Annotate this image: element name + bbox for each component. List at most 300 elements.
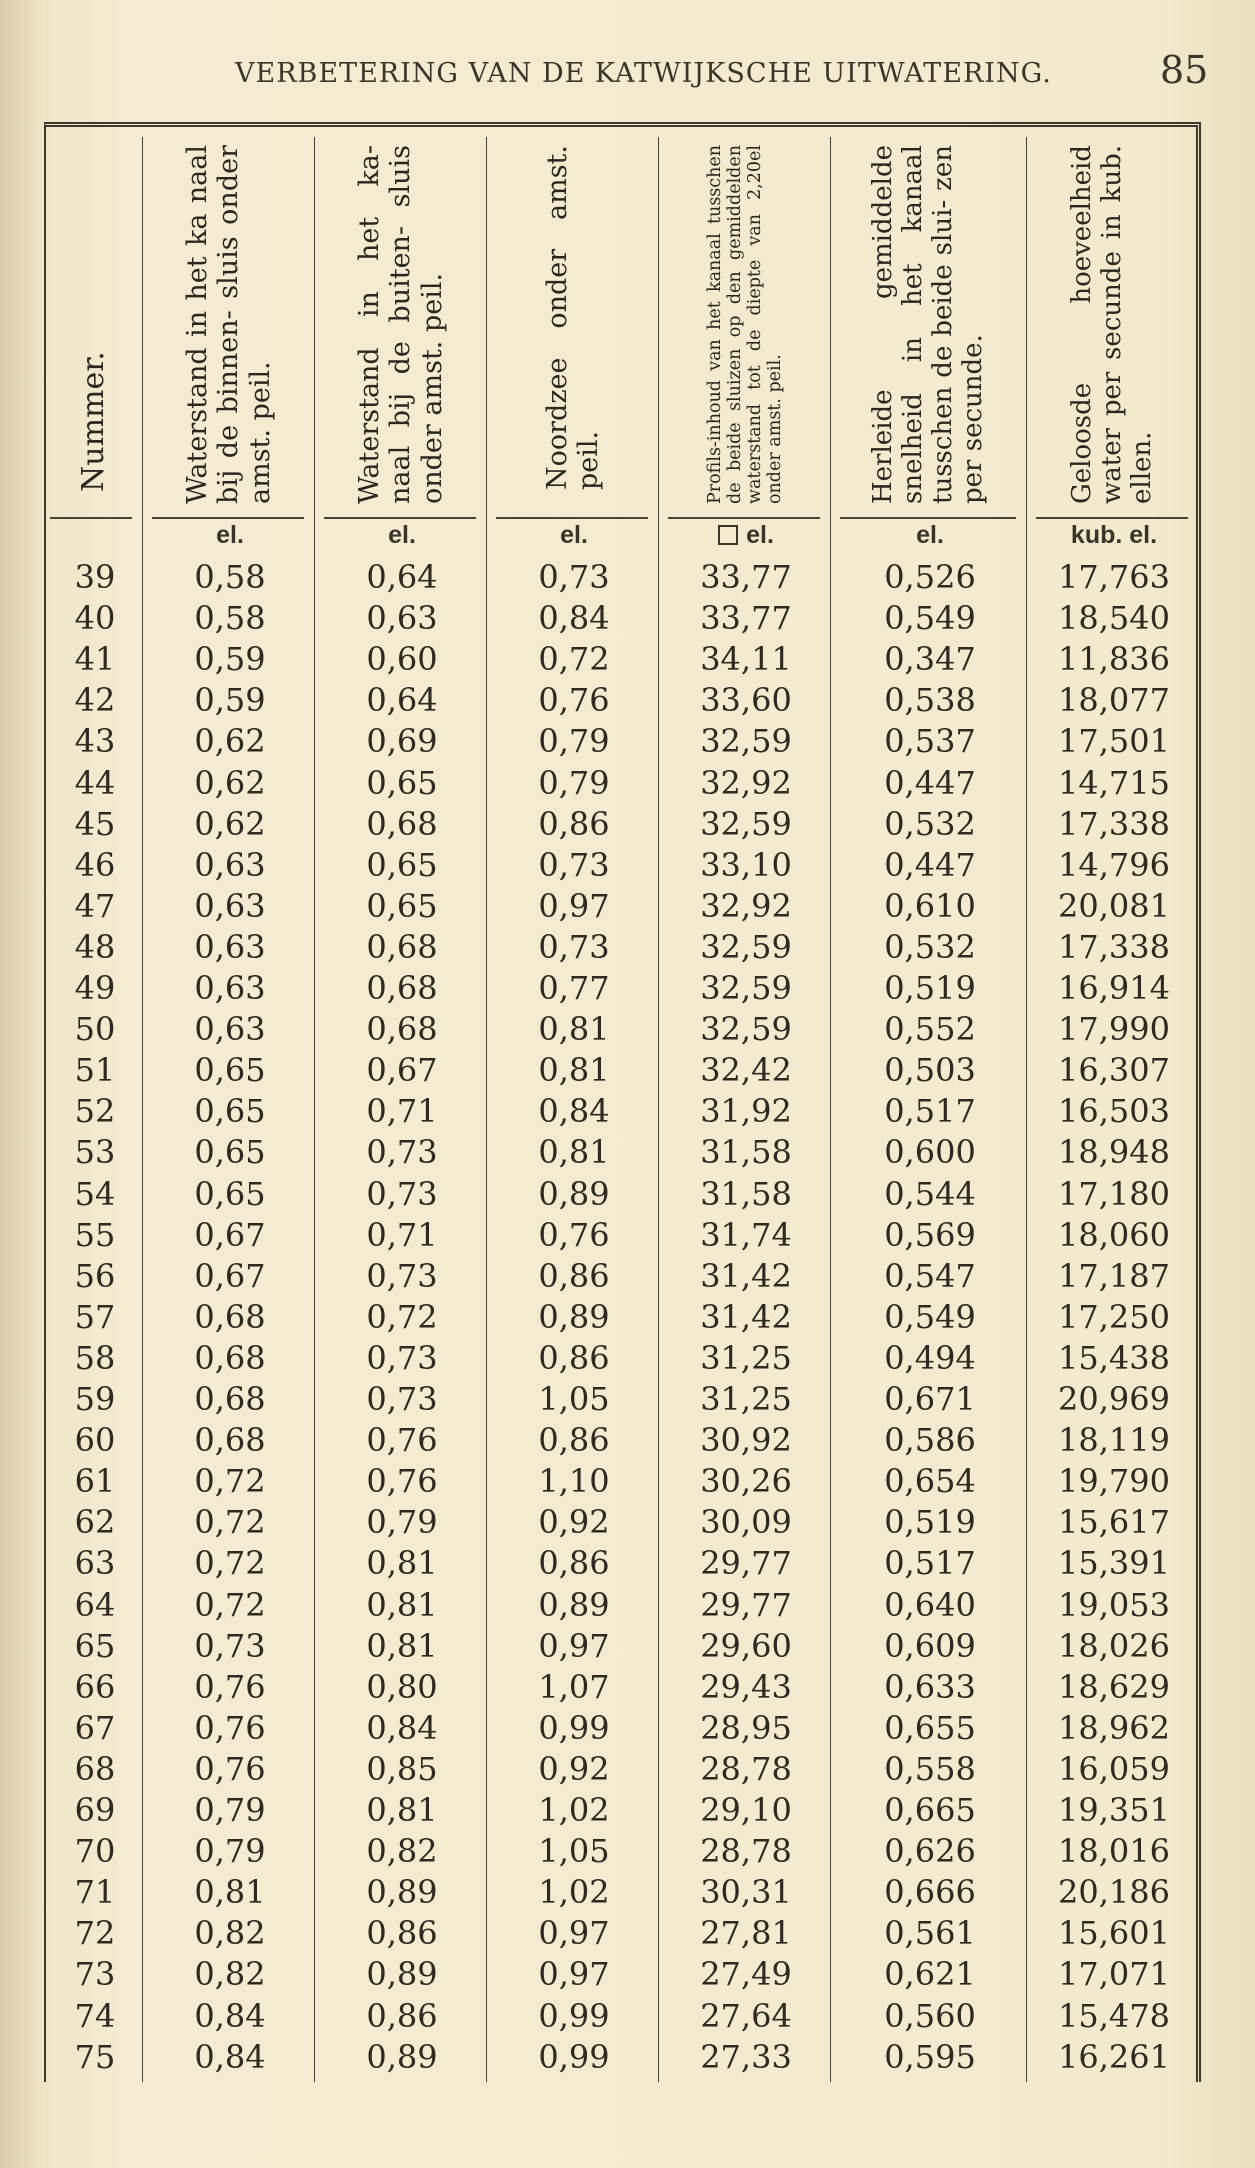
cell-profile-content: 29,43 bbox=[700, 1667, 792, 1706]
cell-profile-content: 33,77 bbox=[700, 599, 792, 638]
cell-outer-lock-level: 0,72 bbox=[366, 1297, 438, 1336]
cell-north-sea-level: 0,81 bbox=[538, 1051, 610, 1090]
cell-row-number: 63 bbox=[74, 1544, 116, 1583]
cell-outer-lock-level: 0,76 bbox=[366, 1421, 438, 1460]
cell-profile-content: 27,64 bbox=[700, 1996, 792, 2035]
cell-inner-lock-level: 0,76 bbox=[194, 1749, 266, 1788]
cell-north-sea-level: 0,86 bbox=[538, 1544, 610, 1583]
cell-inner-lock-level: 0,72 bbox=[194, 1544, 266, 1583]
cell-discharge: 17,763 bbox=[1058, 558, 1170, 596]
cell-discharge: 20,186 bbox=[1058, 1873, 1170, 1912]
column-header-profile-content bbox=[660, 137, 830, 512]
cell-north-sea-level: 0,86 bbox=[538, 1256, 610, 1295]
cell-outer-lock-level: 0,73 bbox=[366, 1380, 438, 1418]
unit-label: el. bbox=[746, 521, 774, 549]
table-row bbox=[46, 639, 1203, 680]
cell-outer-lock-level: 0,89 bbox=[366, 2037, 438, 2076]
cell-mean-velocity: 0,558 bbox=[884, 1749, 976, 1788]
column-header-inner-lock-level bbox=[144, 137, 314, 512]
cell-mean-velocity: 0,347 bbox=[884, 640, 976, 679]
table-row bbox=[46, 1749, 1203, 1790]
column-header-mean-velocity bbox=[832, 137, 1026, 512]
table-row bbox=[46, 763, 1203, 804]
cell-discharge: 18,948 bbox=[1058, 1133, 1170, 1172]
cell-mean-velocity: 0,549 bbox=[884, 1297, 976, 1336]
cell-outer-lock-level: 0,82 bbox=[366, 1832, 438, 1871]
cell-outer-lock-level: 0,68 bbox=[366, 804, 438, 843]
cell-profile-content: 29,77 bbox=[700, 1585, 792, 1624]
cell-discharge: 15,601 bbox=[1058, 1914, 1170, 1953]
cell-mean-velocity: 0,552 bbox=[884, 1010, 976, 1049]
cell-mean-velocity: 0,609 bbox=[884, 1626, 976, 1665]
table-row bbox=[46, 1543, 1203, 1584]
cell-row-number: 48 bbox=[74, 927, 116, 966]
cell-row-number: 46 bbox=[74, 845, 116, 884]
cell-inner-lock-level: 0,67 bbox=[194, 1215, 266, 1254]
cell-row-number: 65 bbox=[74, 1626, 116, 1665]
page-number: 85 bbox=[1160, 48, 1209, 92]
cell-inner-lock-level: 0,73 bbox=[194, 1626, 266, 1665]
cell-inner-lock-level: 0,62 bbox=[194, 722, 266, 761]
table-row bbox=[46, 1215, 1203, 1256]
cell-inner-lock-level: 0,65 bbox=[194, 1092, 266, 1131]
cell-outer-lock-level: 0,89 bbox=[366, 1873, 438, 1912]
cell-profile-content: 28,78 bbox=[700, 1749, 792, 1788]
cell-discharge: 11,836 bbox=[1058, 640, 1170, 679]
table-row bbox=[46, 1132, 1203, 1173]
cell-outer-lock-level: 0,79 bbox=[366, 1503, 438, 1542]
cell-discharge: 17,071 bbox=[1058, 1955, 1170, 1994]
table-row bbox=[46, 557, 1203, 598]
table-row bbox=[46, 1502, 1203, 1543]
cell-mean-velocity: 0,519 bbox=[884, 969, 976, 1007]
cell-profile-content: 29,77 bbox=[700, 1544, 792, 1583]
cell-row-number: 40 bbox=[74, 599, 116, 638]
cell-outer-lock-level: 0,73 bbox=[366, 1338, 438, 1377]
table-row bbox=[46, 1913, 1203, 1954]
cell-mean-velocity: 0,447 bbox=[884, 845, 976, 884]
cell-north-sea-level: 0,84 bbox=[538, 1092, 610, 1131]
cell-discharge: 18,629 bbox=[1058, 1667, 1170, 1706]
unit-label: el. bbox=[388, 521, 416, 549]
cell-row-number: 60 bbox=[74, 1421, 116, 1460]
cell-mean-velocity: 0,549 bbox=[884, 599, 976, 638]
cell-outer-lock-level: 0,68 bbox=[366, 969, 438, 1007]
cell-inner-lock-level: 0,62 bbox=[194, 804, 266, 843]
cell-mean-velocity: 0,517 bbox=[884, 1544, 976, 1583]
cell-discharge: 16,307 bbox=[1058, 1051, 1170, 1090]
table-row bbox=[46, 1667, 1203, 1708]
cell-inner-lock-level: 0,76 bbox=[194, 1708, 266, 1747]
cell-row-number: 51 bbox=[74, 1051, 116, 1090]
cell-outer-lock-level: 0,86 bbox=[366, 1914, 438, 1953]
cell-inner-lock-level: 0,67 bbox=[194, 1256, 266, 1295]
cell-mean-velocity: 0,503 bbox=[884, 1051, 976, 1090]
cell-mean-velocity: 0,633 bbox=[884, 1667, 976, 1706]
cell-outer-lock-level: 0,81 bbox=[366, 1791, 438, 1829]
cell-north-sea-level: 0,99 bbox=[538, 1708, 610, 1747]
cell-profile-content: 32,59 bbox=[700, 804, 792, 843]
cell-outer-lock-level: 0,81 bbox=[366, 1544, 438, 1583]
cell-inner-lock-level: 0,79 bbox=[194, 1791, 266, 1829]
cell-north-sea-level: 0,86 bbox=[538, 1421, 610, 1460]
cell-row-number: 66 bbox=[74, 1667, 116, 1706]
cell-inner-lock-level: 0,68 bbox=[194, 1380, 266, 1418]
cell-discharge: 16,059 bbox=[1058, 1749, 1170, 1788]
cell-outer-lock-level: 0,85 bbox=[366, 1749, 438, 1788]
cell-discharge: 17,338 bbox=[1058, 927, 1170, 966]
cell-discharge: 17,250 bbox=[1058, 1297, 1170, 1336]
cell-profile-content: 27,81 bbox=[700, 1914, 792, 1953]
cell-mean-velocity: 0,561 bbox=[884, 1914, 976, 1953]
cell-north-sea-level: 0,77 bbox=[538, 969, 610, 1007]
table-row bbox=[46, 1831, 1203, 1872]
cell-north-sea-level: 0,97 bbox=[538, 886, 610, 925]
cell-inner-lock-level: 0,79 bbox=[194, 1832, 266, 1871]
cell-inner-lock-level: 0,72 bbox=[194, 1462, 266, 1501]
cell-row-number: 43 bbox=[74, 722, 116, 761]
cell-inner-lock-level: 0,72 bbox=[194, 1585, 266, 1624]
cell-inner-lock-level: 0,58 bbox=[194, 599, 266, 638]
table-row bbox=[46, 1297, 1203, 1338]
cell-discharge: 17,501 bbox=[1058, 722, 1170, 761]
cell-profile-content: 32,59 bbox=[700, 722, 792, 761]
table-row bbox=[46, 598, 1203, 639]
cell-mean-velocity: 0,655 bbox=[884, 1708, 976, 1747]
cell-row-number: 69 bbox=[74, 1791, 116, 1829]
cell-row-number: 64 bbox=[74, 1585, 116, 1624]
cell-north-sea-level: 1,10 bbox=[538, 1462, 610, 1501]
table-row bbox=[46, 804, 1203, 845]
cell-inner-lock-level: 0,72 bbox=[194, 1503, 266, 1542]
cell-inner-lock-level: 0,81 bbox=[194, 1873, 266, 1912]
unit-label: kub. el. bbox=[1070, 521, 1158, 549]
cell-inner-lock-level: 0,58 bbox=[194, 558, 266, 596]
cell-discharge: 16,914 bbox=[1058, 969, 1170, 1007]
cell-outer-lock-level: 0,86 bbox=[366, 1996, 438, 2035]
table-row bbox=[46, 927, 1203, 968]
table-row bbox=[46, 1872, 1203, 1913]
cell-row-number: 55 bbox=[74, 1215, 116, 1254]
cell-outer-lock-level: 0,65 bbox=[366, 845, 438, 884]
cell-mean-velocity: 0,666 bbox=[884, 1873, 976, 1912]
cell-north-sea-level: 0,97 bbox=[538, 1914, 610, 1953]
cell-mean-velocity: 0,600 bbox=[884, 1133, 976, 1172]
cell-outer-lock-level: 0,73 bbox=[366, 1133, 438, 1172]
cell-north-sea-level: 1,02 bbox=[538, 1791, 610, 1829]
cell-outer-lock-level: 0,65 bbox=[366, 886, 438, 925]
cell-north-sea-level: 0,92 bbox=[538, 1503, 610, 1542]
cell-north-sea-level: 0,86 bbox=[538, 1338, 610, 1377]
table-row bbox=[46, 1790, 1203, 1831]
table-row bbox=[46, 845, 1203, 886]
column-header-text: Geloosde hoeveelheid water per secunde in kub. ellen. bbox=[1067, 145, 1157, 504]
cell-row-number: 41 bbox=[74, 640, 116, 679]
cell-north-sea-level: 1,07 bbox=[538, 1667, 610, 1706]
table-row bbox=[46, 1174, 1203, 1215]
cell-north-sea-level: 0,99 bbox=[538, 2037, 610, 2076]
cell-north-sea-level: 0,73 bbox=[538, 927, 610, 966]
column-header-text: Herleide gemiddelde snelheid in het kanaal tusschen de beide slui- zen per secunde. bbox=[868, 145, 988, 504]
cell-mean-velocity: 0,586 bbox=[884, 1421, 976, 1460]
cell-mean-velocity: 0,519 bbox=[884, 1503, 976, 1542]
cell-row-number: 72 bbox=[74, 1914, 116, 1953]
cell-mean-velocity: 0,532 bbox=[884, 804, 976, 843]
cell-inner-lock-level: 0,63 bbox=[194, 969, 266, 1007]
header-rule bbox=[50, 517, 132, 519]
column-header-north-sea-level bbox=[488, 137, 658, 512]
cell-mean-velocity: 0,547 bbox=[884, 1256, 976, 1295]
unit-label: el. bbox=[916, 521, 944, 549]
cell-mean-velocity: 0,544 bbox=[884, 1174, 976, 1213]
cell-inner-lock-level: 0,65 bbox=[194, 1133, 266, 1172]
table-row bbox=[46, 1996, 1203, 2037]
cell-inner-lock-level: 0,82 bbox=[194, 1955, 266, 1994]
cell-mean-velocity: 0,640 bbox=[884, 1585, 976, 1624]
cell-profile-content: 31,58 bbox=[700, 1174, 792, 1213]
cell-north-sea-level: 0,92 bbox=[538, 1749, 610, 1788]
cell-outer-lock-level: 0,71 bbox=[366, 1215, 438, 1254]
cell-profile-content: 31,42 bbox=[700, 1256, 792, 1295]
cell-row-number: 39 bbox=[74, 558, 116, 596]
cell-inner-lock-level: 0,63 bbox=[194, 886, 266, 925]
cell-mean-velocity: 0,595 bbox=[884, 2037, 976, 2076]
cell-row-number: 53 bbox=[74, 1133, 116, 1172]
table-row bbox=[46, 1256, 1203, 1297]
cell-mean-velocity: 0,532 bbox=[884, 927, 976, 966]
cell-mean-velocity: 0,537 bbox=[884, 722, 976, 761]
cell-discharge: 18,540 bbox=[1058, 599, 1170, 638]
cell-north-sea-level: 0,89 bbox=[538, 1174, 610, 1213]
cell-row-number: 42 bbox=[74, 681, 116, 720]
cell-inner-lock-level: 0,84 bbox=[194, 1996, 266, 2035]
cell-north-sea-level: 0,84 bbox=[538, 599, 610, 638]
cell-inner-lock-level: 0,62 bbox=[194, 763, 266, 802]
cell-mean-velocity: 0,447 bbox=[884, 763, 976, 802]
cell-outer-lock-level: 0,89 bbox=[366, 1955, 438, 1994]
cell-outer-lock-level: 0,64 bbox=[366, 681, 438, 720]
cell-outer-lock-level: 0,68 bbox=[366, 1010, 438, 1049]
cell-row-number: 75 bbox=[74, 2037, 116, 2076]
cell-discharge: 20,081 bbox=[1058, 886, 1170, 925]
cell-outer-lock-level: 0,69 bbox=[366, 722, 438, 761]
column-header-text: Noordzee onder amst. peil. bbox=[541, 145, 604, 490]
cell-profile-content: 33,77 bbox=[700, 558, 792, 596]
cell-inner-lock-level: 0,63 bbox=[194, 845, 266, 884]
table-row bbox=[46, 886, 1203, 927]
cell-outer-lock-level: 0,73 bbox=[366, 1174, 438, 1213]
cell-row-number: 59 bbox=[74, 1380, 116, 1418]
unit-label: el. bbox=[216, 521, 244, 549]
cell-row-number: 58 bbox=[74, 1338, 116, 1377]
cell-mean-velocity: 0,526 bbox=[884, 558, 976, 596]
cell-north-sea-level: 0,73 bbox=[538, 845, 610, 884]
table-row bbox=[46, 1461, 1203, 1502]
cell-profile-content: 31,74 bbox=[700, 1215, 792, 1254]
table-row bbox=[46, 1091, 1203, 1132]
cell-row-number: 61 bbox=[74, 1462, 116, 1501]
cell-discharge: 17,338 bbox=[1058, 804, 1170, 843]
cell-mean-velocity: 0,626 bbox=[884, 1832, 976, 1871]
cell-row-number: 56 bbox=[74, 1256, 116, 1295]
cell-outer-lock-level: 0,80 bbox=[366, 1667, 438, 1706]
table-row bbox=[46, 680, 1203, 721]
cell-profile-content: 31,58 bbox=[700, 1133, 792, 1172]
square-symbol-icon bbox=[718, 525, 738, 545]
cell-profile-content: 32,42 bbox=[700, 1051, 792, 1090]
cell-outer-lock-level: 0,60 bbox=[366, 640, 438, 679]
cell-inner-lock-level: 0,68 bbox=[194, 1297, 266, 1336]
cell-north-sea-level: 0,72 bbox=[538, 640, 610, 679]
cell-inner-lock-level: 0,59 bbox=[194, 681, 266, 720]
cell-outer-lock-level: 0,73 bbox=[366, 1256, 438, 1295]
cell-outer-lock-level: 0,71 bbox=[366, 1092, 438, 1131]
cell-inner-lock-level: 0,63 bbox=[194, 927, 266, 966]
table-row bbox=[46, 2037, 1203, 2078]
cell-inner-lock-level: 0,59 bbox=[194, 640, 266, 679]
cell-profile-content: 30,31 bbox=[700, 1873, 792, 1912]
cell-north-sea-level: 0,79 bbox=[538, 763, 610, 802]
cell-row-number: 54 bbox=[74, 1174, 116, 1213]
column-header-text: Waterstand in het ka- naal bij de buiten- sluis onder amst. peil. bbox=[354, 145, 448, 504]
unit-label-square bbox=[660, 519, 832, 551]
cell-inner-lock-level: 0,76 bbox=[194, 1667, 266, 1706]
cell-discharge: 20,969 bbox=[1058, 1380, 1170, 1418]
cell-discharge: 15,438 bbox=[1058, 1338, 1170, 1377]
cell-inner-lock-level: 0,65 bbox=[194, 1174, 266, 1213]
cell-discharge: 18,962 bbox=[1058, 1708, 1170, 1747]
cell-north-sea-level: 1,05 bbox=[538, 1380, 610, 1418]
cell-row-number: 73 bbox=[74, 1955, 116, 1994]
cell-row-number: 67 bbox=[74, 1708, 116, 1747]
cell-profile-content: 32,59 bbox=[700, 1010, 792, 1049]
cell-profile-content: 32,92 bbox=[700, 763, 792, 802]
table-row bbox=[46, 1009, 1203, 1050]
cell-north-sea-level: 0,97 bbox=[538, 1955, 610, 1994]
cell-profile-content: 31,42 bbox=[700, 1297, 792, 1336]
cell-profile-content: 32,59 bbox=[700, 969, 792, 1007]
cell-north-sea-level: 0,76 bbox=[538, 1215, 610, 1254]
cell-row-number: 70 bbox=[74, 1832, 116, 1871]
cell-north-sea-level: 0,79 bbox=[538, 722, 610, 761]
cell-profile-content: 32,59 bbox=[700, 927, 792, 966]
cell-discharge: 17,187 bbox=[1058, 1256, 1170, 1295]
cell-north-sea-level: 0,81 bbox=[538, 1133, 610, 1172]
cell-discharge: 19,790 bbox=[1058, 1462, 1170, 1501]
cell-discharge: 15,478 bbox=[1058, 1996, 1170, 2035]
cell-row-number: 49 bbox=[74, 969, 116, 1007]
cell-profile-content: 27,49 bbox=[700, 1955, 792, 1994]
cell-row-number: 44 bbox=[74, 763, 116, 802]
cell-discharge: 19,351 bbox=[1058, 1791, 1170, 1829]
cell-north-sea-level: 1,05 bbox=[538, 1832, 610, 1871]
cell-north-sea-level: 0,73 bbox=[538, 558, 610, 596]
cell-inner-lock-level: 0,68 bbox=[194, 1421, 266, 1460]
column-header-text: Profils-inhoud van het kanaal tusschen de beide sluizen op den gemiddelden waterstand tot de diepte van 2,20el onder amst. peil. bbox=[704, 145, 786, 504]
cell-profile-content: 30,92 bbox=[700, 1421, 792, 1460]
cell-discharge: 18,060 bbox=[1058, 1215, 1170, 1254]
cell-inner-lock-level: 0,63 bbox=[194, 1010, 266, 1049]
cell-profile-content: 33,60 bbox=[700, 681, 792, 720]
cell-north-sea-level: 0,97 bbox=[538, 1626, 610, 1665]
table-row bbox=[46, 1050, 1203, 1091]
cell-mean-velocity: 0,610 bbox=[884, 886, 976, 925]
cell-row-number: 74 bbox=[74, 1996, 116, 2035]
cell-row-number: 62 bbox=[74, 1503, 116, 1542]
cell-inner-lock-level: 0,68 bbox=[194, 1338, 266, 1377]
cell-discharge: 17,180 bbox=[1058, 1174, 1170, 1213]
cell-profile-content: 31,25 bbox=[700, 1338, 792, 1377]
cell-mean-velocity: 0,569 bbox=[884, 1215, 976, 1254]
cell-outer-lock-level: 0,81 bbox=[366, 1626, 438, 1665]
cell-inner-lock-level: 0,84 bbox=[194, 2037, 266, 2076]
table-row bbox=[46, 1338, 1203, 1379]
cell-mean-velocity: 0,671 bbox=[884, 1380, 976, 1418]
cell-outer-lock-level: 0,63 bbox=[366, 599, 438, 638]
cell-mean-velocity: 0,665 bbox=[884, 1791, 976, 1829]
cell-row-number: 47 bbox=[74, 886, 116, 925]
cell-north-sea-level: 0,81 bbox=[538, 1010, 610, 1049]
table-row bbox=[46, 1954, 1203, 1995]
table-row bbox=[46, 1585, 1203, 1626]
column-header-number bbox=[46, 137, 142, 512]
cell-north-sea-level: 0,86 bbox=[538, 804, 610, 843]
cell-inner-lock-level: 0,82 bbox=[194, 1914, 266, 1953]
table-row bbox=[46, 1626, 1203, 1667]
cell-inner-lock-level: 0,65 bbox=[194, 1051, 266, 1090]
cell-row-number: 68 bbox=[74, 1749, 116, 1788]
cell-north-sea-level: 0,76 bbox=[538, 681, 610, 720]
cell-mean-velocity: 0,560 bbox=[884, 1996, 976, 2035]
table-row bbox=[46, 968, 1203, 1009]
cell-outer-lock-level: 0,84 bbox=[366, 1708, 438, 1747]
unit-label: el. bbox=[560, 521, 588, 549]
cell-discharge: 14,796 bbox=[1058, 845, 1170, 884]
cell-profile-content: 29,60 bbox=[700, 1626, 792, 1665]
cell-profile-content: 34,11 bbox=[700, 640, 792, 679]
cell-outer-lock-level: 0,67 bbox=[366, 1051, 438, 1090]
cell-mean-velocity: 0,621 bbox=[884, 1955, 976, 1994]
cell-mean-velocity: 0,494 bbox=[884, 1338, 976, 1377]
cell-north-sea-level: 0,99 bbox=[538, 1996, 610, 2035]
cell-discharge: 18,077 bbox=[1058, 681, 1170, 720]
cell-discharge: 18,016 bbox=[1058, 1832, 1170, 1871]
cell-mean-velocity: 0,654 bbox=[884, 1462, 976, 1501]
cell-profile-content: 32,92 bbox=[700, 886, 792, 925]
data-table bbox=[44, 122, 1201, 2082]
cell-discharge: 18,119 bbox=[1058, 1421, 1170, 1460]
cell-profile-content: 30,09 bbox=[700, 1503, 792, 1542]
cell-row-number: 52 bbox=[74, 1092, 116, 1131]
cell-outer-lock-level: 0,64 bbox=[366, 558, 438, 596]
cell-outer-lock-level: 0,65 bbox=[366, 763, 438, 802]
running-title: VERBETERING VAN DE KATWIJKSCHE UITWATERING. bbox=[235, 58, 1052, 89]
column-header-text: Waterstand in het ka naal bij de binnen- sluis onder amst. peil. bbox=[182, 145, 276, 504]
cell-row-number: 45 bbox=[74, 804, 116, 843]
cell-profile-content: 30,26 bbox=[700, 1462, 792, 1501]
cell-outer-lock-level: 0,68 bbox=[366, 927, 438, 966]
column-header-outer-lock-level bbox=[316, 137, 486, 512]
cell-profile-content: 28,78 bbox=[700, 1832, 792, 1871]
cell-discharge: 16,261 bbox=[1058, 2037, 1170, 2076]
cell-discharge: 16,503 bbox=[1058, 1092, 1170, 1131]
table-row bbox=[46, 1379, 1203, 1420]
cell-discharge: 15,391 bbox=[1058, 1544, 1170, 1583]
column-header-discharge bbox=[1028, 137, 1198, 512]
cell-discharge: 17,990 bbox=[1058, 1010, 1170, 1049]
table-row bbox=[46, 1420, 1203, 1461]
cell-row-number: 71 bbox=[74, 1873, 116, 1912]
